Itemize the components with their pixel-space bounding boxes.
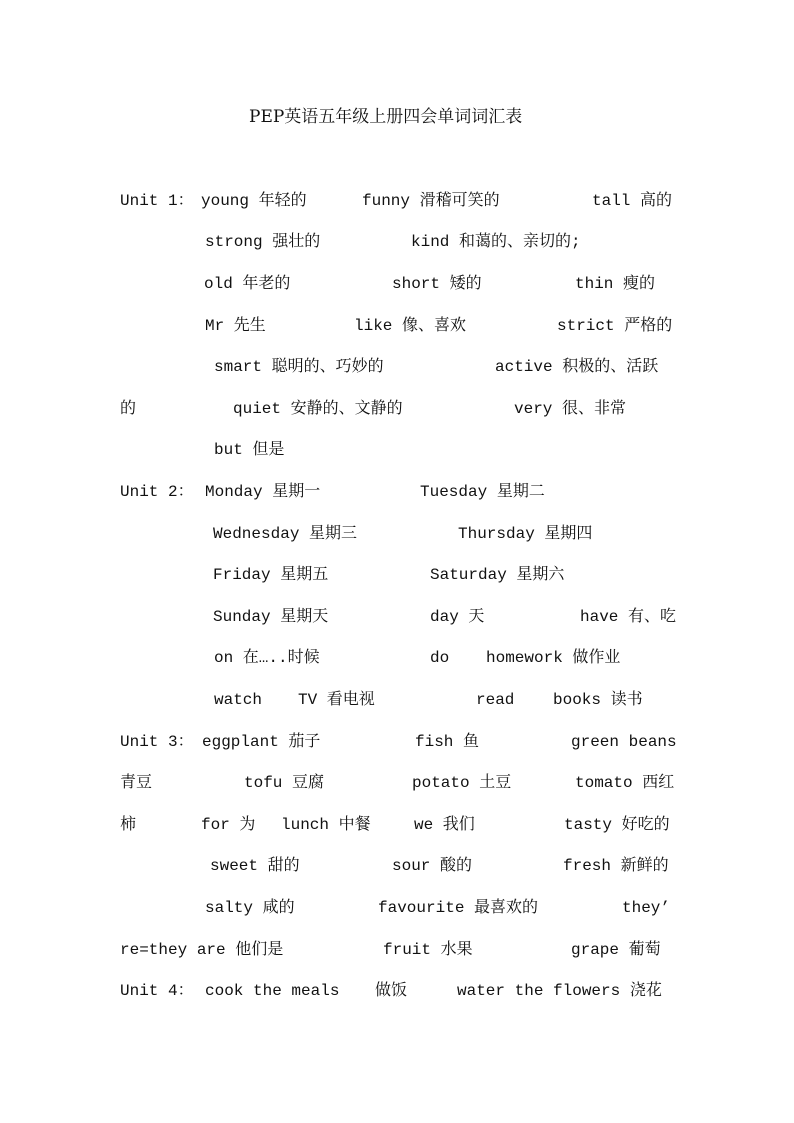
vocab-entry: strong 强壮的 — [205, 233, 321, 251]
vocab-entry: sour 酸的 — [392, 857, 473, 875]
vocab-entry: tasty 好吃的 — [564, 816, 670, 834]
vocab-entry: favourite 最喜欢的 — [378, 899, 539, 917]
vocab-entry: Wednesday 星期三 — [213, 525, 358, 543]
vocab-entry: Sunday 星期天 — [213, 608, 329, 626]
vocab-entry: green beans — [571, 733, 677, 751]
vocab-entry: for 为 — [201, 816, 256, 834]
unit-4-label: Unit 4： — [120, 982, 194, 1000]
vocab-entry: very 很、非常 — [514, 400, 627, 418]
vocab-entry-continuation: 柿 — [120, 816, 137, 834]
vocab-entry: salty 咸的 — [205, 899, 295, 917]
vocab-entry: water the flowers 浇花 — [457, 982, 662, 1000]
vocab-entry: potato 土豆 — [412, 774, 512, 792]
vocab-entry: funny 滑稽可笑的 — [362, 192, 500, 210]
vocab-entry-continuation: 的 — [120, 400, 137, 418]
vocab-entry: smart 聪明的、巧妙的 — [214, 358, 384, 376]
vocab-entry: do — [430, 649, 450, 667]
vocab-entry: strict 严格的 — [557, 317, 673, 335]
vocab-entry: kind 和蔼的、亲切的; — [411, 233, 581, 251]
vocab-entry: cook the meals — [205, 982, 340, 1000]
vocab-entry: TV 看电视 — [298, 691, 375, 709]
vocab-entry: fresh 新鲜的 — [563, 857, 669, 875]
vocab-entry: on 在…..时候 — [214, 649, 320, 667]
vocab-entry: tomato 西红 — [575, 774, 675, 792]
vocab-entry: 做饭 — [375, 982, 408, 1000]
vocab-entry-continuation: re=they are 他们是 — [120, 941, 284, 959]
vocab-entry: books 读书 — [553, 691, 643, 709]
vocab-entry: watch — [214, 691, 263, 709]
vocab-entry: Friday 星期五 — [213, 566, 329, 584]
vocab-entry-continuation: 青豆 — [120, 774, 153, 792]
vocab-entry: tall 高的 — [592, 192, 673, 210]
vocab-entry: fish 鱼 — [415, 733, 480, 751]
vocab-entry: tofu 豆腐 — [244, 774, 325, 792]
vocab-entry: fruit 水果 — [383, 941, 473, 959]
vocab-entry: grape 葡萄 — [571, 941, 661, 959]
vocab-entry: active 积极的、活跃 — [495, 358, 659, 376]
vocab-entry: old 年老的 — [204, 275, 291, 293]
vocab-entry: sweet 甜的 — [210, 857, 300, 875]
vocab-entry: young 年轻的 — [201, 192, 307, 210]
vocab-entry: eggplant 茄子 — [202, 733, 321, 751]
vocab-entry: Saturday 星期六 — [430, 566, 565, 584]
vocab-entry: Tuesday 星期二 — [420, 483, 545, 501]
vocab-entry: but 但是 — [214, 441, 285, 459]
vocab-entry: homework 做作业 — [486, 649, 621, 667]
vocab-entry: quiet 安静的、文静的 — [233, 400, 403, 418]
vocab-entry: Monday 星期一 — [205, 483, 321, 501]
vocab-entry: thin 瘦的 — [575, 275, 656, 293]
vocab-entry: day 天 — [430, 608, 485, 626]
unit-2-label: Unit 2： — [120, 483, 194, 501]
vocab-entry: read — [476, 691, 515, 709]
page-title: PEP英语五年级上册四会单词词汇表 — [249, 107, 523, 127]
vocab-entry: short 矮的 — [392, 275, 482, 293]
vocab-entry: Thursday 星期四 — [458, 525, 593, 543]
vocab-entry: like 像、喜欢 — [354, 317, 467, 335]
vocab-entry: they’ — [622, 899, 671, 917]
unit-3-label: Unit 3： — [120, 733, 194, 751]
vocab-entry: we 我们 — [414, 816, 475, 834]
vocab-entry: lunch 中餐 — [281, 816, 371, 834]
vocab-entry: Mr 先生 — [205, 317, 266, 335]
unit-1-label: Unit 1： — [120, 192, 194, 210]
vocab-entry: have 有、吃 — [580, 608, 677, 626]
